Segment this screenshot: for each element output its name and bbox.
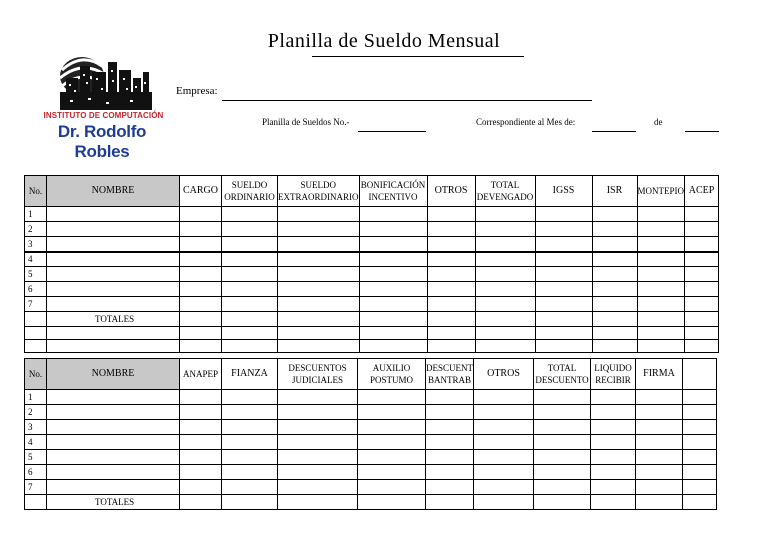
row-number: 4: [25, 252, 47, 267]
table-row: [25, 420, 717, 435]
row-number: 2: [25, 222, 47, 237]
header-firma: FIRMA: [636, 359, 683, 390]
deductions-table: [24, 358, 717, 510]
empresa-field[interactable]: [222, 100, 592, 101]
header-acep: ACEP: [685, 176, 719, 207]
row-number: 2: [25, 405, 47, 420]
row-number: 4: [25, 435, 47, 450]
table-row: [25, 480, 717, 495]
earnings-table: [24, 175, 719, 353]
row-number: 6: [25, 282, 47, 297]
totals-label: TOTALES: [47, 312, 180, 327]
row-number: 1: [25, 207, 47, 222]
table-row: [25, 435, 717, 450]
table-row: [25, 237, 719, 252]
logo-name: Dr. Rodolfo Robles: [57, 122, 147, 161]
header-isr: ISR: [592, 176, 637, 207]
totals-row: [25, 312, 719, 327]
header-auxilio-postumo: AUXILIO POSTUMO: [358, 359, 426, 390]
planilla-no-label: Planilla de Sueldos No.-: [262, 117, 350, 127]
spacer-row: [25, 327, 719, 340]
header-montepio: MONTEPIO: [637, 176, 685, 207]
header-otros: OTROS: [474, 359, 534, 390]
header-nombre: NOMBRE: [47, 359, 180, 390]
header-total-descuento: TOTAL DESCUENTO: [534, 359, 591, 390]
header-igss: IGSS: [535, 176, 592, 207]
header-descuentos-judiciales: DESCUENTOS JUDICIALES: [278, 359, 358, 390]
page-title: Planilla de Sueldo Mensual: [267, 30, 501, 52]
mes-label: Correspondiente al Mes de:: [476, 117, 576, 127]
header-blank: [683, 359, 717, 390]
table-row: [25, 267, 719, 282]
row-number: 3: [25, 420, 47, 435]
header-anapep: ANAPEP: [180, 359, 222, 390]
header-sueldo-ordinario: SUELDO ORDINARIO: [222, 176, 278, 207]
header-sueldo-extraordinario: SUELDO EXTRAORDINARIO: [278, 176, 360, 207]
row-number: 7: [25, 480, 47, 495]
header-bonificacion: BONIFICACIÓN INCENTIVO: [359, 176, 427, 207]
title-underline: [312, 56, 524, 57]
table-row: [25, 282, 719, 297]
header-descuent-bantrab: DESCUENT BANTRAB: [426, 359, 474, 390]
mes-field[interactable]: [592, 131, 636, 132]
row-number: 1: [25, 390, 47, 405]
table-row: [25, 390, 717, 405]
header-fianza: FIANZA: [222, 359, 278, 390]
table-row: [25, 465, 717, 480]
table-row: [25, 252, 719, 267]
table-row: [25, 222, 719, 237]
header-cargo: CARGO: [180, 176, 222, 207]
row-number: 7: [25, 297, 47, 312]
header-no: No.: [25, 176, 47, 207]
empresa-label: Empresa:: [176, 85, 218, 97]
spacer-row: [25, 340, 719, 353]
row-number: 3: [25, 237, 47, 252]
header-otros: OTROS: [427, 176, 475, 207]
totals-row: [25, 495, 717, 510]
planilla-no-field[interactable]: [358, 131, 426, 132]
table-row: [25, 297, 719, 312]
de-label: de: [654, 117, 663, 127]
header-liquido-recibir: LIQUIDO RECIBIR: [591, 359, 636, 390]
row-number: 5: [25, 267, 47, 282]
header-total-devengado: TOTAL DEVENGADO: [475, 176, 535, 207]
totals-label: TOTALES: [47, 495, 180, 510]
table-row: [25, 450, 717, 465]
row-number: 5: [25, 450, 47, 465]
header-no: No.: [25, 359, 47, 390]
table-row: [25, 207, 719, 222]
header-nombre: NOMBRE: [47, 176, 180, 207]
logo-subtitle: INSTITUTO DE COMPUTACIÓN: [43, 111, 164, 120]
table-row: [25, 405, 717, 420]
year-field[interactable]: [685, 131, 719, 132]
row-number: 6: [25, 465, 47, 480]
